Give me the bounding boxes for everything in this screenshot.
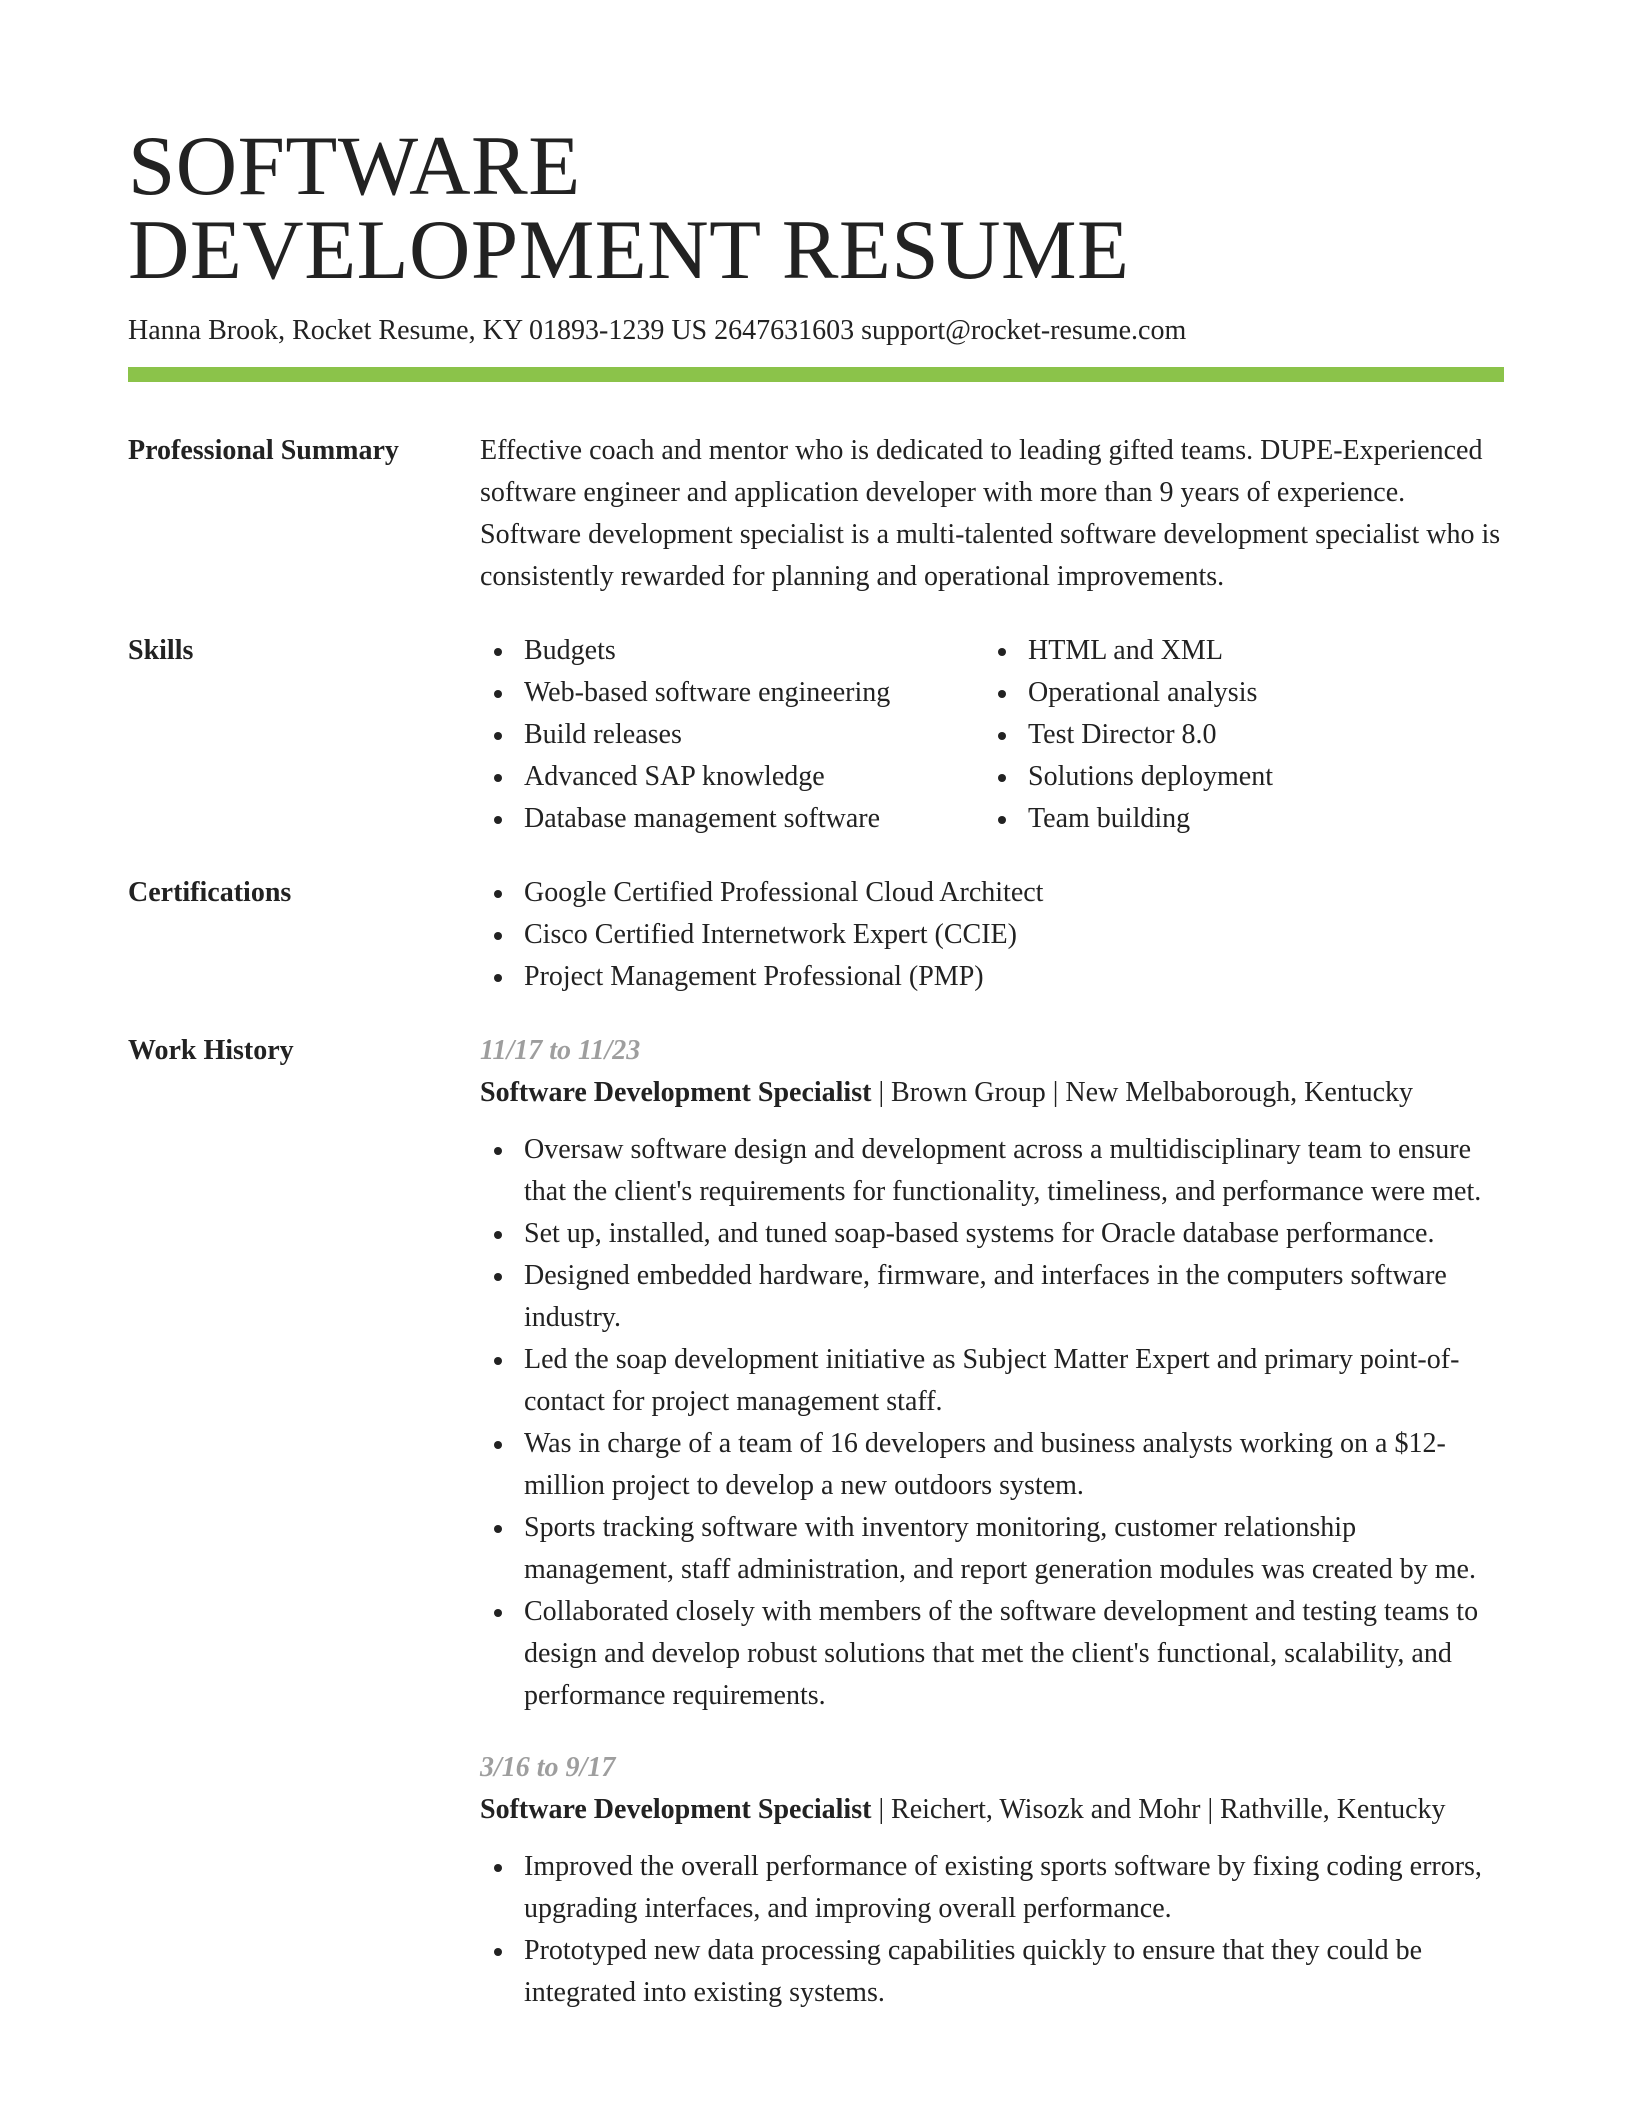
title-line-2: DEVELOPMENT RESUME: [128, 203, 1130, 297]
certifications-body: [480, 872, 1504, 998]
skills-section: [128, 630, 1504, 840]
skill-item: Test Director 8.0: [984, 714, 1488, 756]
skill-item: Build releases: [480, 714, 984, 756]
job-heading: [480, 1789, 1504, 1831]
job-title: Software Development Specialist: [480, 1794, 872, 1825]
skill-item: Team building: [984, 798, 1488, 840]
skills-list-left: [480, 630, 984, 840]
job-bullets: [480, 1846, 1504, 2014]
skill-item: HTML and XML: [984, 630, 1488, 672]
certifications-list: [480, 872, 1504, 998]
skill-item: Web-based software engineering: [480, 672, 984, 714]
job-bullet: Was in charge of a team of 16 developers and business analysts working on a $12-million project to develop a new outdoors system.: [480, 1423, 1504, 1507]
work-history-section: [128, 1030, 1504, 2014]
summary-label: Professional Summary: [128, 435, 399, 466]
work-history-body: [480, 1030, 1504, 2014]
job-bullet: Led the soap development initiative as Subject Matter Expert and primary point-of-contact for project management staff.: [480, 1339, 1504, 1423]
skill-item: Database management software: [480, 798, 984, 840]
certification-item: Cisco Certified Internetwork Expert (CCIE): [480, 914, 1504, 956]
job-dates: 3/16 to 9/17: [480, 1752, 616, 1783]
summary-text: Effective coach and mentor who is dedicated to leading gifted teams. DUPE-Experienced software engineer and application developer with more than 9 years of experience. Software development specialist is a multi-talented software development specialist who is consistently rewarded for planning and operational improvements.: [480, 435, 1501, 592]
skills-list-right: [984, 630, 1488, 840]
job-bullet: Designed embedded hardware, firmware, and interfaces in the computers software industry.: [480, 1255, 1504, 1339]
skills-label: Skills: [128, 635, 194, 666]
skill-item: Budgets: [480, 630, 984, 672]
job-bullet: Oversaw software design and development across a multidisciplinary team to ensure that the client's requirements for functionality, timeliness, and performance were met.: [480, 1129, 1504, 1213]
job-details: | Brown Group | New Melbaborough, Kentucky: [871, 1077, 1413, 1108]
summary-section: [128, 430, 1504, 598]
certification-item: Project Management Professional (PMP): [480, 956, 1504, 998]
job-bullet: Improved the overall performance of existing sports software by fixing coding errors, upgrading interfaces, and improving overall performance.: [480, 1846, 1504, 1930]
certifications-section: [128, 872, 1504, 998]
job-entry: [480, 1747, 1504, 2014]
job-heading: [480, 1072, 1504, 1114]
job-bullet: Set up, installed, and tuned soap-based systems for Oracle database performance.: [480, 1213, 1504, 1255]
job-details: | Reichert, Wisozk and Mohr | Rathville, Kentucky: [871, 1794, 1446, 1825]
job-bullet: Sports tracking software with inventory monitoring, customer relationship management, staff administration, and report generation modules was created by me.: [480, 1507, 1504, 1591]
job-bullets: [480, 1129, 1504, 1717]
job-entry: [480, 1030, 1504, 1717]
job-dates: 11/17 to 11/23: [480, 1035, 641, 1066]
contact-line: Hanna Brook, Rocket Resume, KY 01893-1239 US 2647631603 support@rocket-resume.com: [128, 315, 1187, 346]
title-line-1: SOFTWARE: [128, 119, 581, 213]
work-history-label: Work History: [128, 1035, 294, 1066]
job-bullet: Prototyped new data processing capabilities quickly to ensure that they could be integrated into existing systems.: [480, 1930, 1504, 2014]
accent-divider: [128, 367, 1504, 382]
resume-page: [128, 0, 1504, 2014]
skill-item: Operational analysis: [984, 672, 1488, 714]
resume-title: [128, 0, 1504, 297]
job-bullet: Collaborated closely with members of the software development and testing teams to design and develop robust solutions that met the client's functional, scalability, and performance requirements.: [480, 1591, 1504, 1717]
certification-item: Google Certified Professional Cloud Architect: [480, 872, 1504, 914]
skill-item: Advanced SAP knowledge: [480, 756, 984, 798]
certifications-label: Certifications: [128, 877, 292, 908]
skill-item: Solutions deployment: [984, 756, 1488, 798]
skills-columns: [480, 630, 1504, 840]
job-title: Software Development Specialist: [480, 1077, 872, 1108]
